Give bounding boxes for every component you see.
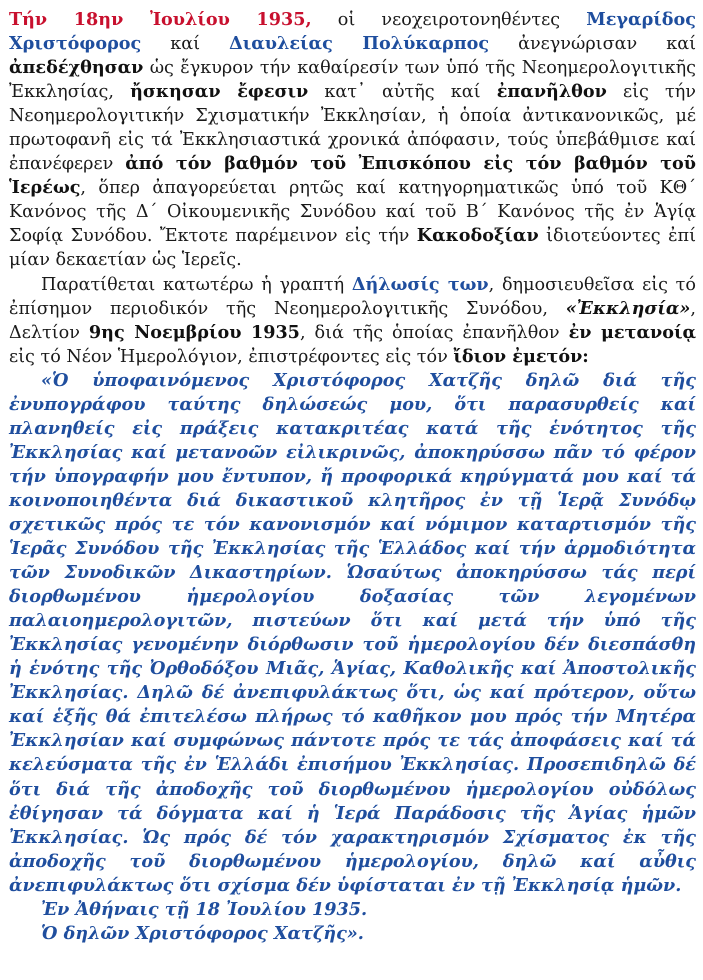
second-text-4: , διά τῆς ὁποίας ἐπανῆλθον bbox=[299, 322, 569, 343]
declaration-quote: «Ὁ ὑποφαινόμενος Χριστόφορος Χατζῆς δηλῶ διά τῆς ἐνυπογράφου ταύτης δηλώσεώς μου, ὅτι παρασυρθείς καί πλανηθείς εἰς πράξεις κατακριτέας κατά τῆς ἑνότητος τῆς Ἐκκλησίας καί μετανοῶν εἰλικρινῶς, ἀποκηρύσσω πᾶν τό φέρον τήν ὑπογραφήν μου ἔντυπον, ἤ προφορικά κηρύγματά μου καί τά κοινοποιηθέντα διά δικαστικοῦ κλητῆρος ἐν τῇ Ἱερᾷ Συνόδῳ σχετικῶς πρός τε τόν κανονισμόν καί νόμιμον καταρτισμόν τῆς Ἱερᾶς Συνόδου τῆς Ἐκκλησίας τῆς Ἑλλάδος καί τήν ἁρμοδιότητα τῶν Συνοδικῶν Δικαστηρίων. Ὡσαύτως ἀποκηρύσσω τάς περί διορθωμένου ἡμερολογίου δοξασίας τῶν λεγομένων παλαιοημερολογιτῶν, πιστεύων ὅτι καί μετά τήν ὑπό τῆς Ἐκκλησίας γενομένην διόρθωσιν τοῦ ἡμερολογίου δέν διεσπάσθη ἡ ἑνότης τῆς Ὀρθοδόξου Μιᾶς, Ἁγίας, Καθολικῆς καί Ἀποστολικῆς Ἐκκλησίας. Δηλῶ δέ ἀνεπιφυλάκτως ὅτι, ὡς καί πρότερον, οὕτω καί ἑξῆς θά ἐπιτελέσω πλήρως τό καθῆκον μου πρός τήν Μητέρα Ἐκκλησίαν καί συμφώνως πάντοτε πρός τε τάς ἀποφάσεις καί τά κελεύσματα τῆς ἐν Ἑλλάδι ἐπισήμου Ἐκκλησίας. Προσεπιδηλῶ δέ ὅτι διά τῆς ἀποδοχῆς τοῦ διορθωμένου ἡμερολογίου οὐδόλως ἐθίγησαν τά δόγματα καί ἡ Ἱερά Παράδοσις τῆς Ἁγίας ἡμῶν Ἐκκλησίας. Ὡς πρός δέ τόν χαρακτηρισμόν Σχίσματος ἐκ τῆς ἀποδοχῆς τοῦ διορθωμένου ἡμερολογίου, δηλῶ καί αὖθις ἀνεπιφυλάκτως ὅτι σχίσμα δέν ὑφίσταται ἐν τῇ Ἐκκλησίᾳ ἡμῶν. bbox=[9, 369, 696, 896]
signature-line: Ὁ δηλῶν Χριστόφορος Χατζῆς». bbox=[41, 922, 364, 944]
second-text-3: , Δελτίον bbox=[9, 298, 696, 343]
intro-text-3: ἀνεγνώρισαν καί bbox=[489, 34, 696, 55]
second-text-2: , δημοσιευθεῖσα εἰς τό ἐπίσημον περιοδικόν τῆς Νεοημερολογιτικῆς Συνόδου, bbox=[9, 274, 696, 319]
bishop-diavleia: Διαυλείας Πολύκαρπος bbox=[229, 33, 490, 55]
bishop-megaris: Μεγαρίδος Χριστόφορος bbox=[9, 9, 696, 55]
heterodoxy-text: Κακοδοξίαν bbox=[416, 225, 539, 247]
journal-name: «Ἐκκλησία» bbox=[565, 297, 691, 319]
intro-text-1: οἱ νεοχειροτονηθέντες bbox=[311, 10, 587, 30]
appealed-text: ἤσκησαν ἔφεσιν bbox=[130, 81, 309, 103]
second-text-1: Παρατίθεται κατωτέρω ἡ γραπτή bbox=[41, 274, 352, 295]
demotion-text: ἀπό τόν βαθμόν τοῦ Ἐπισκόπου εἰς τόν βαθμόν τοῦ Ἱερέως bbox=[9, 153, 696, 199]
accepted-text: ἀπεδέχθησαν bbox=[9, 57, 144, 79]
intro-text-7: , ὅπερ ἀπαγορεύεται ρητῶς καί κατηγορηματικῶς ὑπό τοῦ ΚΘ´ Κανόνος τῆς Δ´ Οἰκουμενικῆς Συνόδου καί τοῦ Β´ Κανόνος τῆς ἐν Ἁγίᾳ Σοφίᾳ Συνόδου. Ἔκτοτε παρέμεινον εἰς τήν bbox=[9, 178, 696, 247]
intro-text-2: καί bbox=[141, 34, 230, 55]
intro-text-5: κατ᾽ αὐτῆς καί bbox=[308, 82, 497, 103]
place-date-line: Ἐν Ἀθήναις τῇ 18 Ἰουλίου 1935. bbox=[41, 898, 368, 920]
repentance-text: ἐν μετανοίᾳ bbox=[568, 321, 696, 343]
issue-date: 9ης Νοεμβρίου 1935 bbox=[88, 321, 300, 343]
second-text-5: εἰς τό Νέον Ἡμερολόγιον, ἐπιστρέφοντες εἰς τόν bbox=[9, 346, 454, 367]
intro-text-8: ἰδιοτεύοντες ἐπί μίαν δεκαετίαν ὡς Ἱερεῖς. bbox=[9, 226, 696, 271]
second-paragraph bbox=[9, 273, 696, 369]
intro-date: Τήν 18ην Ἰουλίου 1935, bbox=[9, 9, 312, 30]
intro-paragraph bbox=[9, 8, 696, 273]
declaration-text: Δήλωσίς των bbox=[351, 273, 489, 295]
vomit-text: ἴδιον ἐμετόν: bbox=[453, 345, 589, 367]
returned-text: ἐπανῆλθον bbox=[496, 81, 607, 103]
intro-text-6: εἰς τήν Νεοημερολογιτικήν Σχισματικήν Ἐκκλησίαν, ἡ ὁποία ἀντικανονικῶς, μέ πρωτοφανῆ εἰς τά Ἐκκλησιαστικά χρονικά ἀπόφασιν, τούς ὑπεβάθμισε καί ἐπανέφερεν bbox=[9, 82, 696, 175]
intro-text-4: ὡς ἔγκυρον τήν καθαίρεσίν των ὑπό τῆς Νεοημερολογιτικῆς Ἐκκλησίας, bbox=[9, 58, 696, 103]
